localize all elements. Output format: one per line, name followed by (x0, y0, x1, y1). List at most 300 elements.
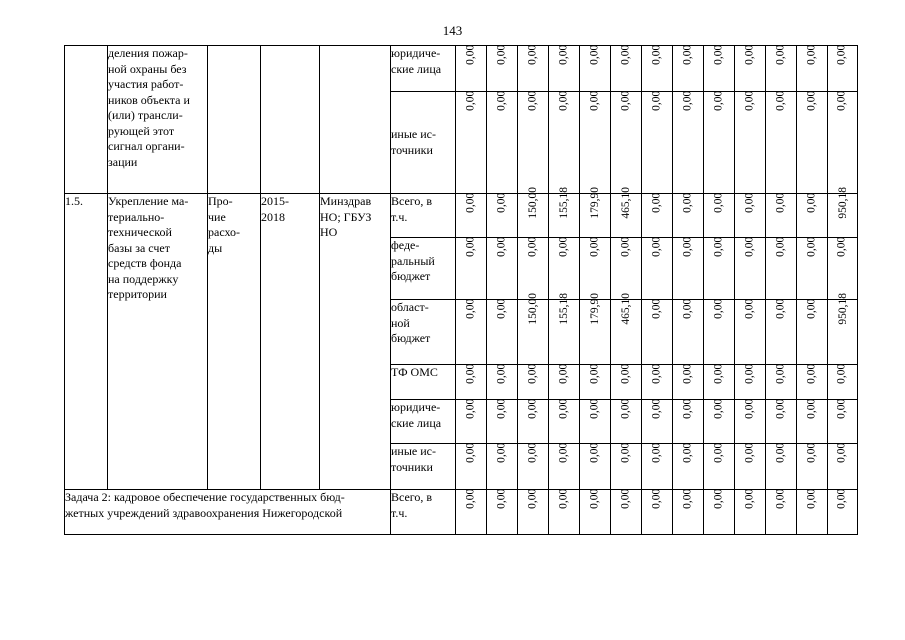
amount-value: 179,90 (589, 292, 602, 325)
amount-value: 0,00 (650, 398, 663, 419)
amount-value: 0,00 (712, 192, 725, 213)
funding-source-line: ские лица (391, 61, 442, 76)
value-cell (580, 490, 611, 535)
amount-value: 950,18 (837, 292, 850, 325)
page-number: 143 (442, 23, 463, 38)
amount-value: 0,00 (495, 442, 508, 463)
amount-value: 0,00 (619, 363, 632, 384)
amount-value: 0,00 (650, 488, 663, 509)
amount-value: 0,00 (588, 488, 601, 509)
value-cell (518, 490, 549, 535)
value-cell (549, 238, 580, 300)
amount-value: 0,00 (526, 488, 539, 509)
amount-value: 0,00 (743, 363, 756, 384)
funding-source-cell (391, 444, 456, 490)
funding-source-cell (391, 490, 456, 535)
value-cell (673, 300, 704, 365)
funding-source-line: област- (391, 300, 429, 314)
amount-value: 0,00 (588, 442, 601, 463)
measure-name-line: базы за счет (108, 240, 170, 255)
amount-value: 950,18 (837, 186, 850, 219)
amount-value: 0,00 (681, 442, 694, 463)
value-cell (549, 365, 580, 400)
amount-value: 0,00 (712, 90, 725, 111)
value-cell (704, 238, 735, 300)
amount-value: 0,00 (650, 44, 663, 65)
value-cell (456, 400, 487, 444)
value-cell (766, 365, 797, 400)
value-cell (673, 238, 704, 300)
amount-value: 0,00 (557, 488, 570, 509)
value-cell (549, 186, 580, 238)
value-cell (766, 238, 797, 300)
value-cell (611, 444, 642, 490)
funding-source-line: т.ч. (391, 209, 408, 224)
funding-source-cell (391, 194, 456, 238)
value-cell (766, 194, 797, 238)
amount-value: 0,00 (526, 90, 539, 111)
executor-line: Минздрав (320, 194, 372, 208)
value-cell (797, 300, 828, 365)
value-cell (766, 400, 797, 444)
row-number-cell (65, 46, 108, 194)
amount-value: 0,00 (805, 363, 818, 384)
amount-value: 0,00 (835, 363, 848, 384)
value-cell (828, 400, 858, 444)
funding-source-cell (391, 46, 456, 92)
amount-value: 0,00 (464, 488, 477, 509)
amount-value: 0,00 (526, 44, 539, 65)
amount-value: 0,00 (805, 44, 818, 65)
funding-source-cell (391, 400, 456, 444)
value-cell (673, 400, 704, 444)
value-cell (487, 490, 518, 535)
value-cell (518, 365, 549, 400)
amount-value: 0,00 (526, 236, 539, 257)
amount-value: 0,00 (805, 90, 818, 111)
value-cell (673, 365, 704, 400)
amount-value: 0,00 (774, 298, 787, 319)
value-cell (611, 92, 642, 194)
amount-value: 465,10 (620, 186, 633, 219)
executor-line: НО; ГБУЗ (320, 209, 372, 224)
value-cell (487, 46, 518, 92)
amount-value: 0,00 (464, 298, 477, 319)
value-cell (642, 300, 673, 365)
value-cell (766, 490, 797, 535)
funding-source-cell (391, 92, 456, 194)
value-cell (766, 300, 797, 365)
funding-source-line: т.ч. (391, 505, 408, 520)
amount-value: 0,00 (712, 488, 725, 509)
amount-value: 0,00 (743, 90, 756, 111)
executor-cell (320, 194, 391, 490)
amount-value: 0,00 (835, 398, 848, 419)
value-cell (704, 444, 735, 490)
funding-source-line: иные ис- (391, 444, 436, 458)
value-cell (673, 444, 704, 490)
value-cell (487, 400, 518, 444)
task-description-line: Задача 2: кадровое обеспечение государственных бюд- (65, 490, 345, 504)
expense-type-cell (208, 194, 261, 490)
value-cell (611, 46, 642, 92)
amount-value: 0,00 (495, 192, 508, 213)
amount-value: 0,00 (835, 488, 848, 509)
amount-value: 0,00 (464, 192, 477, 213)
amount-value: 0,00 (650, 90, 663, 111)
amount-value: 0,00 (464, 442, 477, 463)
value-cell (580, 92, 611, 194)
value-cell (797, 400, 828, 444)
value-cell (735, 92, 766, 194)
amount-value: 0,00 (774, 398, 787, 419)
value-cell (797, 194, 828, 238)
value-cell (704, 92, 735, 194)
executor-line: НО (320, 225, 338, 239)
value-cell (642, 444, 673, 490)
amount-value: 0,00 (774, 363, 787, 384)
amount-value: 0,00 (835, 44, 848, 65)
amount-value: 0,00 (774, 488, 787, 509)
value-cell (549, 444, 580, 490)
value-cell (456, 490, 487, 535)
amount-value: 0,00 (557, 90, 570, 111)
expense-type-cell (208, 46, 261, 194)
value-cell (828, 490, 858, 535)
amount-value: 0,00 (650, 298, 663, 319)
measure-name-line: участия работ- (108, 77, 184, 91)
amount-value: 0,00 (805, 236, 818, 257)
value-cell (518, 46, 549, 92)
amount-value: 0,00 (464, 44, 477, 65)
task-row (65, 490, 858, 535)
measure-name-line: Укрепление ма- (108, 194, 189, 208)
funding-source-line: феде- (391, 238, 420, 252)
amount-value: 0,00 (681, 298, 694, 319)
value-cell (518, 238, 549, 300)
amount-value: 150,00 (527, 292, 540, 325)
table-row (65, 46, 858, 92)
amount-value: 0,00 (681, 236, 694, 257)
value-cell (518, 186, 549, 238)
value-cell (487, 300, 518, 365)
value-cell (549, 46, 580, 92)
value-cell (642, 194, 673, 238)
amount-value: 0,00 (774, 442, 787, 463)
amount-value: 0,00 (681, 488, 694, 509)
value-cell (549, 292, 580, 365)
value-cell (642, 400, 673, 444)
amount-value: 0,00 (712, 44, 725, 65)
funding-source-line: юридиче- (391, 400, 441, 414)
value-cell (735, 444, 766, 490)
task-description-line: жетных учреждений здравоохранения Нижегородской (65, 505, 343, 520)
amount-value: 0,00 (805, 192, 818, 213)
value-cell (735, 46, 766, 92)
amount-value: 0,00 (588, 44, 601, 65)
value-cell (828, 238, 858, 300)
amount-value: 0,00 (650, 192, 663, 213)
value-cell (642, 238, 673, 300)
funding-source-cell (391, 300, 456, 365)
amount-value: 0,00 (588, 236, 601, 257)
funding-source-line: бюджет (391, 269, 431, 283)
value-cell (797, 46, 828, 92)
value-cell (735, 194, 766, 238)
amount-value: 0,00 (712, 236, 725, 257)
measure-name-line: на поддержку (108, 271, 179, 286)
funding-source-line: ральный (391, 253, 435, 268)
amount-value: 0,00 (774, 44, 787, 65)
amount-value: 0,00 (557, 363, 570, 384)
value-cell (673, 490, 704, 535)
value-cell (580, 292, 611, 365)
amount-value: 0,00 (464, 398, 477, 419)
amount-value: 0,00 (464, 363, 477, 384)
value-cell (735, 365, 766, 400)
table-row (65, 194, 858, 238)
amount-value: 0,00 (712, 442, 725, 463)
amount-value: 0,00 (619, 236, 632, 257)
measure-name-line: ников объекта и (108, 92, 190, 107)
value-cell (704, 365, 735, 400)
value-cell (518, 92, 549, 194)
amount-value: 0,00 (743, 442, 756, 463)
measure-name-cell (108, 194, 208, 490)
amount-value: 0,00 (835, 90, 848, 111)
amount-value: 0,00 (619, 398, 632, 419)
value-cell (518, 400, 549, 444)
value-cell (549, 400, 580, 444)
amount-value: 0,00 (557, 442, 570, 463)
amount-value: 0,00 (712, 398, 725, 419)
measure-name-line: сигнал органи- (108, 139, 185, 153)
value-cell (456, 444, 487, 490)
amount-value: 0,00 (495, 90, 508, 111)
amount-value: 0,00 (712, 363, 725, 384)
value-cell (797, 238, 828, 300)
amount-value: 155,18 (558, 292, 571, 325)
amount-value: 0,00 (619, 488, 632, 509)
amount-value: 150,00 (527, 186, 540, 219)
amount-value: 0,00 (743, 44, 756, 65)
value-cell (487, 194, 518, 238)
executor-cell (320, 46, 391, 194)
amount-value: 0,00 (495, 298, 508, 319)
funding-source-line: бюджет (391, 331, 431, 345)
amount-value: 0,00 (835, 442, 848, 463)
value-cell (642, 46, 673, 92)
value-cell (828, 92, 858, 194)
amount-value: 0,00 (619, 44, 632, 65)
amount-value: 0,00 (464, 90, 477, 111)
measure-name-cell (108, 46, 208, 194)
amount-value: 155,18 (558, 186, 571, 219)
value-cell (518, 292, 549, 365)
value-cell (766, 92, 797, 194)
measure-name-line: территории (108, 287, 167, 301)
amount-value: 0,00 (774, 236, 787, 257)
amount-value: 0,00 (712, 298, 725, 319)
value-cell (549, 92, 580, 194)
amount-value: 0,00 (681, 192, 694, 213)
amount-value: 0,00 (526, 363, 539, 384)
amount-value: 0,00 (650, 363, 663, 384)
value-cell (828, 365, 858, 400)
value-cell (456, 194, 487, 238)
task-description-cell (65, 490, 391, 535)
value-cell (766, 444, 797, 490)
value-cell (487, 92, 518, 194)
amount-value: 0,00 (495, 488, 508, 509)
expense-type-line: Про- (208, 194, 233, 208)
value-cell (766, 46, 797, 92)
value-cell (704, 300, 735, 365)
funding-source-line: Всего, в (391, 490, 433, 504)
measure-name-line: средств фонда (108, 256, 182, 270)
value-cell (580, 365, 611, 400)
funding-source-line: ной (391, 315, 410, 330)
value-cell (828, 186, 858, 238)
amount-value: 0,00 (495, 236, 508, 257)
value-cell (735, 238, 766, 300)
amount-value: 0,00 (619, 90, 632, 111)
period-cell (261, 46, 320, 194)
value-cell (580, 186, 611, 238)
value-cell (797, 92, 828, 194)
value-cell (611, 365, 642, 400)
amount-value: 0,00 (588, 363, 601, 384)
value-cell (642, 92, 673, 194)
amount-value: 0,00 (743, 192, 756, 213)
funding-source-line: ТФ ОМС (391, 365, 438, 379)
amount-value: 0,00 (743, 298, 756, 319)
amount-value: 465,10 (620, 292, 633, 325)
value-cell (735, 300, 766, 365)
amount-value: 0,00 (681, 398, 694, 419)
value-cell (797, 444, 828, 490)
amount-value: 0,00 (495, 44, 508, 65)
measure-name-line: ной охраны без (108, 61, 187, 76)
expense-type-line: чие (208, 209, 226, 224)
funding-source-line: Всего, в (391, 194, 433, 208)
amount-value: 0,00 (835, 236, 848, 257)
amount-value: 0,00 (774, 90, 787, 111)
amount-value: 0,00 (526, 442, 539, 463)
value-cell (797, 365, 828, 400)
value-cell (549, 490, 580, 535)
amount-value: 0,00 (588, 90, 601, 111)
value-cell (580, 400, 611, 444)
measure-name-line: деления пожар- (108, 46, 188, 60)
value-cell (580, 46, 611, 92)
value-cell (704, 490, 735, 535)
funding-source-cell (391, 365, 456, 400)
measure-name-line: зации (108, 154, 138, 169)
value-cell (673, 92, 704, 194)
amount-value: 0,00 (805, 488, 818, 509)
amount-value: 0,00 (495, 363, 508, 384)
amount-value: 0,00 (743, 236, 756, 257)
period-line: 2015- (261, 194, 289, 208)
amount-value: 0,00 (588, 398, 601, 419)
amount-value: 0,00 (650, 442, 663, 463)
amount-value: 0,00 (681, 90, 694, 111)
funding-source-line: юридиче- (391, 46, 441, 60)
value-cell (735, 490, 766, 535)
amount-value: 0,00 (557, 398, 570, 419)
period-line: 2018 (261, 209, 285, 224)
value-cell (580, 444, 611, 490)
amount-value: 0,00 (557, 236, 570, 257)
row-number-cell: 1.5. (65, 194, 108, 490)
amount-value: 0,00 (743, 398, 756, 419)
amount-value: 0,00 (743, 488, 756, 509)
value-cell (828, 46, 858, 92)
amount-value: 0,00 (495, 398, 508, 419)
measure-name-line: рующей этот (108, 123, 175, 138)
value-cell (673, 194, 704, 238)
funding-source-cell (391, 238, 456, 300)
value-cell (797, 490, 828, 535)
value-cell (611, 292, 642, 365)
funding-source-line: иные ис- (391, 127, 436, 141)
value-cell (828, 444, 858, 490)
value-cell (456, 365, 487, 400)
value-cell (611, 238, 642, 300)
amount-value: 0,00 (650, 236, 663, 257)
value-cell (487, 238, 518, 300)
value-cell (735, 400, 766, 444)
amount-value: 0,00 (557, 44, 570, 65)
value-cell (828, 292, 858, 365)
value-cell (704, 194, 735, 238)
value-cell (487, 365, 518, 400)
expense-type-line: расхо- (208, 225, 241, 239)
amount-value: 0,00 (805, 442, 818, 463)
amount-value: 0,00 (681, 44, 694, 65)
value-cell (642, 490, 673, 535)
amount-value: 0,00 (464, 236, 477, 257)
funding-source-line: точники (391, 142, 433, 157)
expense-type-line: ды (208, 240, 223, 255)
value-cell (456, 238, 487, 300)
value-cell (704, 400, 735, 444)
funding-source-line: ские лица (391, 415, 442, 430)
amount-value: 179,90 (589, 186, 602, 219)
value-cell (456, 92, 487, 194)
value-cell (487, 444, 518, 490)
amount-value: 0,00 (681, 363, 694, 384)
measure-name-line: технической (108, 225, 172, 239)
value-cell (642, 365, 673, 400)
value-cell (611, 400, 642, 444)
period-cell (261, 194, 320, 490)
amount-value: 0,00 (774, 192, 787, 213)
measure-name-line: териально- (108, 209, 165, 224)
value-cell (518, 444, 549, 490)
amount-value: 0,00 (805, 398, 818, 419)
value-cell (611, 490, 642, 535)
amount-value: 0,00 (526, 398, 539, 419)
value-cell (456, 46, 487, 92)
amount-value: 0,00 (619, 442, 632, 463)
value-cell (704, 46, 735, 92)
value-cell (673, 46, 704, 92)
value-cell (456, 300, 487, 365)
value-cell (611, 186, 642, 238)
funding-source-line: точники (391, 459, 433, 474)
